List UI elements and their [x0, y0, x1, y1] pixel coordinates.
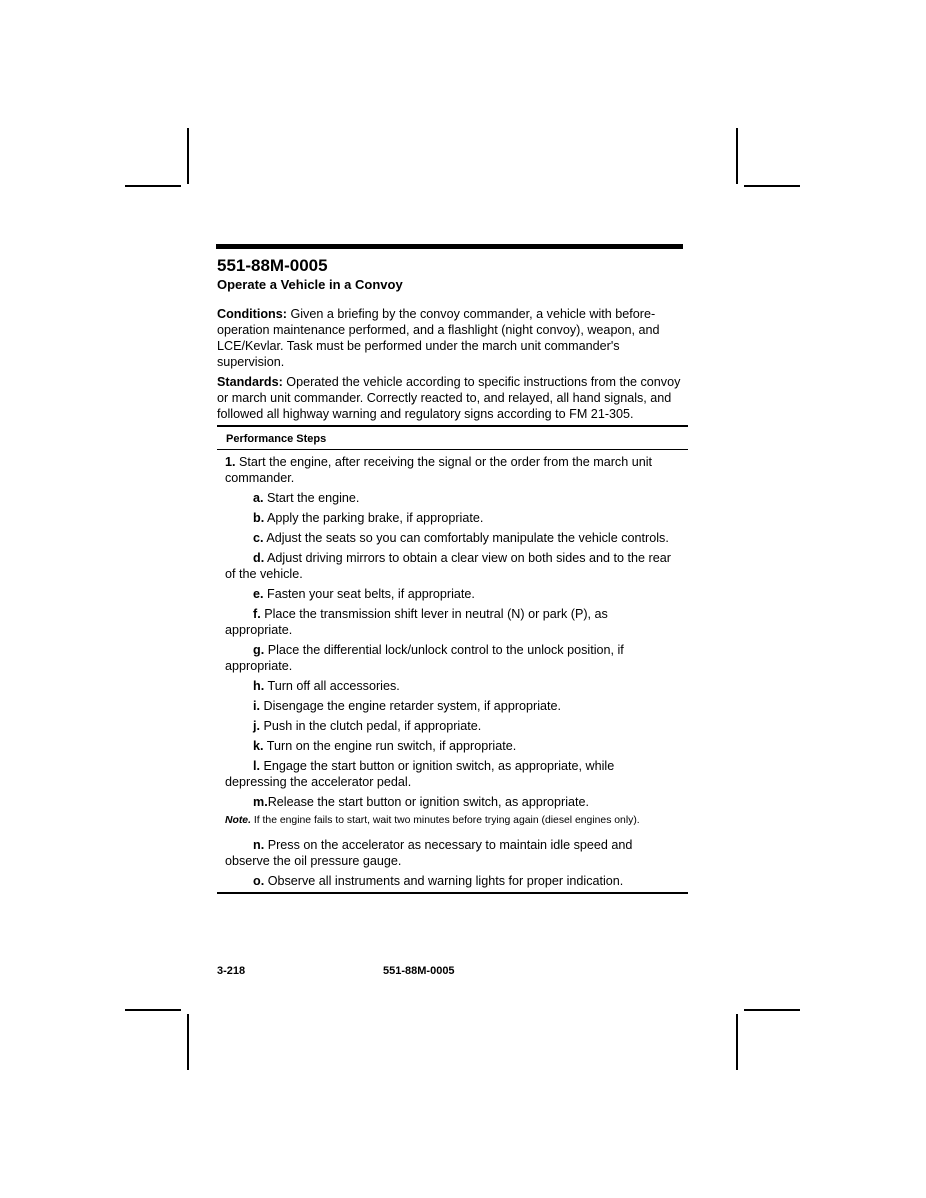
crop-mark — [744, 1009, 800, 1011]
substep — [225, 530, 688, 546]
substep-letter: l. — [253, 759, 260, 773]
substep-letter: o. — [253, 874, 265, 888]
crop-mark — [187, 1014, 189, 1070]
substep-letter: h. — [253, 679, 265, 693]
substep-letter: m. — [253, 795, 268, 809]
substep-letter: d. — [253, 551, 265, 565]
task-title: Operate a Vehicle in a Convoy — [217, 277, 403, 292]
substep-text: Fasten your seat belts, if appropriate. — [263, 587, 475, 601]
performance-steps — [217, 450, 688, 889]
substep-letter: f. — [253, 607, 261, 621]
substep-letter: b. — [253, 511, 265, 525]
step-number: 1. — [225, 455, 236, 469]
substep — [225, 678, 688, 694]
substep-text: Press on the accelerator as necessary to maintain idle speed and observe the oil pressure gauge. — [225, 838, 633, 868]
note — [225, 814, 688, 828]
bottom-rule — [217, 892, 688, 894]
substep-letter: c. — [253, 531, 264, 545]
substep-text: Observe all instruments and warning lights for proper indication. — [264, 874, 624, 888]
substep-letter: n. — [253, 838, 265, 852]
substep — [225, 642, 688, 674]
substep — [225, 510, 688, 526]
task-number: 551-88M-0005 — [217, 256, 328, 275]
footer-task-number: 551-88M-0005 — [383, 965, 455, 977]
substep — [225, 550, 688, 582]
substep — [225, 718, 688, 734]
substep-letter: e. — [253, 587, 264, 601]
crop-mark — [187, 128, 189, 184]
step-text: Start the engine, after receiving the signal or the order from the march unit commander. — [225, 455, 653, 485]
conditions-label: Conditions: — [217, 307, 287, 321]
substep-text: Turn on the engine run switch, if appropriate. — [263, 739, 517, 753]
crop-mark — [125, 185, 181, 187]
performance-steps-heading: Performance Steps — [217, 427, 688, 450]
substep-letter: j. — [253, 719, 260, 733]
substep-letter: a. — [253, 491, 264, 505]
substep — [225, 873, 688, 889]
note-label: Note. — [225, 815, 251, 826]
standards-paragraph — [217, 374, 688, 422]
substep-text: Engage the start button or ignition switch, as appropriate, while depressing the accelerator pedal. — [225, 759, 615, 789]
note-text: If the engine fails to start, wait two minutes before trying again (diesel engines only). — [250, 815, 640, 826]
page-number: 3-218 — [217, 965, 246, 977]
substep-text: Release the start button or ignition switch, as appropriate. — [267, 795, 590, 809]
substep-text: Place the transmission shift lever in neutral (N) or park (P), as appropriate. — [225, 607, 608, 637]
substep-text: Start the engine. — [263, 491, 360, 505]
substep — [225, 738, 688, 754]
top-rule — [216, 244, 683, 249]
substep-text: Adjust the seats so you can comfortably manipulate the vehicle controls. — [263, 531, 669, 545]
substep — [225, 837, 688, 869]
crop-mark — [125, 1009, 181, 1011]
substep-text: Disengage the engine retarder system, if appropriate. — [260, 699, 562, 713]
substep-letter: k. — [253, 739, 264, 753]
task-page — [217, 244, 688, 894]
conditions-paragraph — [217, 306, 688, 370]
substep — [225, 758, 688, 790]
substep-text: Turn off all accessories. — [264, 679, 400, 693]
substep — [225, 794, 688, 810]
crop-mark — [744, 185, 800, 187]
substep-text: Adjust driving mirrors to obtain a clear view on both sides and to the rear of the vehicle. — [225, 551, 671, 581]
substep — [225, 586, 688, 602]
step-1 — [225, 454, 688, 486]
substep-letter: g. — [253, 643, 265, 657]
crop-mark — [736, 128, 738, 184]
substep — [225, 606, 688, 638]
substep — [225, 698, 688, 714]
substep-text: Push in the clutch pedal, if appropriate. — [260, 719, 482, 733]
standards-label: Standards: — [217, 375, 283, 389]
crop-mark — [736, 1014, 738, 1070]
substep — [225, 490, 688, 506]
conditions-text: Given a briefing by the convoy commander, a vehicle with before-operation maintenance performed, and a flashlight (night convoy), weapon, and LCE/Kevlar. Task must be performed under the march unit commander's supervision. — [217, 307, 660, 369]
substep-text: Place the differential lock/unlock control to the unlock position, if appropriate. — [225, 643, 624, 673]
substep-letter: i. — [253, 699, 260, 713]
substep-text: Apply the parking brake, if appropriate. — [264, 511, 484, 525]
standards-text: Operated the vehicle according to specific instructions from the convoy or march unit commander. Correctly reacted to, and relayed, all hand signals, and followed all highway warning and regulatory signs according to FM 21-305. — [217, 375, 681, 421]
